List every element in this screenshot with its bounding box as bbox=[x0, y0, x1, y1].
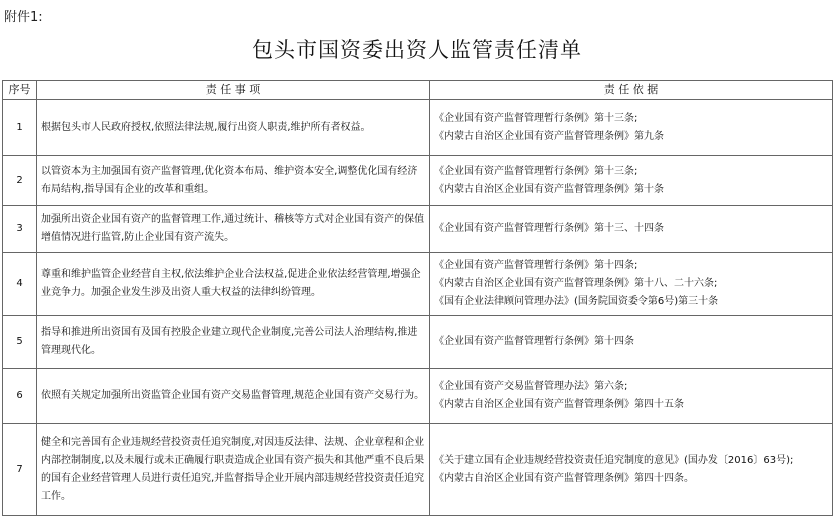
table-header-row bbox=[3, 81, 833, 100]
header-no: 序号 bbox=[3, 81, 37, 100]
basis-line: 《内蒙古自治区企业国有资产监督管理条例》第四十四条。 bbox=[434, 472, 694, 484]
table-row bbox=[3, 369, 833, 424]
basis-line: 《内蒙古自治区企业国有资产监督管理条例》第十八、二十六条; bbox=[434, 278, 718, 289]
row-basis bbox=[430, 316, 833, 369]
row-number: 6 bbox=[3, 369, 37, 424]
table-row bbox=[3, 316, 833, 369]
page-title: 包头市国资委出资人监管责任清单 bbox=[252, 38, 582, 62]
row-number: 3 bbox=[3, 206, 37, 253]
attachment-label: 附件1: bbox=[4, 10, 43, 25]
table-row bbox=[3, 100, 833, 156]
table-row bbox=[3, 253, 833, 316]
header-basis: 责 任 依 据 bbox=[430, 81, 833, 100]
basis-line: 《内蒙古自治区企业国有资产监督管理条例》第九条 bbox=[434, 130, 664, 142]
row-number: 7 bbox=[3, 424, 37, 516]
row-number: 5 bbox=[3, 316, 37, 369]
basis-line: 《关于建立国有企业违规经营投资责任追究制度的意见》(国办发〔2016〕63号); bbox=[434, 454, 794, 466]
table-row bbox=[3, 424, 833, 516]
row-basis bbox=[430, 156, 833, 206]
row-number: 1 bbox=[3, 100, 37, 156]
header-item: 责 任 事 项 bbox=[37, 81, 430, 100]
responsibility-table bbox=[2, 80, 833, 516]
row-item: 指导和推进所出资国有及国有控股企业建立现代企业制度,完善公司法人治理结构,推进管理现代化。 bbox=[37, 316, 430, 369]
basis-line: 《企业国有资产交易监督管理办法》第六条; bbox=[434, 381, 628, 392]
row-number: 4 bbox=[3, 253, 37, 316]
basis-line: 《企业国有资产监督管理暂行条例》第十三、十四条 bbox=[434, 223, 664, 234]
row-basis bbox=[430, 424, 833, 516]
basis-line: 《企业国有资产监督管理暂行条例》第十三条; bbox=[434, 165, 638, 177]
basis-line: 《企业国有资产监督管理暂行条例》第十四条; bbox=[434, 260, 638, 271]
row-basis bbox=[430, 253, 833, 316]
row-basis bbox=[430, 369, 833, 424]
row-number: 2 bbox=[3, 156, 37, 206]
basis-line: 《内蒙古自治区企业国有资产监督管理条例》第四十五条 bbox=[434, 399, 684, 410]
basis-line: 《内蒙古自治区企业国有资产监督管理条例》第十条 bbox=[434, 183, 664, 195]
row-item: 以管资本为主加强国有资产监督管理,优化资本布局、维护资本安全,调整优化国有经济布局结构,指导国有企业的改革和重组。 bbox=[37, 156, 430, 206]
basis-line: 《企业国有资产监督管理暂行条例》第十三条; bbox=[434, 112, 638, 124]
row-item: 健全和完善国有企业违规经营投资责任追究制度,对因违反法律、法规、企业章程和企业内部控制制度,以及未履行或未正确履行职责造成企业国有资产损失和其他严重不良后果的国有企业经营管理人员进行责任追究,并监督指导企业开展内部违规经营投资责任追究工作。 bbox=[37, 424, 430, 516]
row-basis bbox=[430, 100, 833, 156]
row-item: 根据包头市人民政府授权,依照法律法规,履行出资人职责,维护所有者权益。 bbox=[37, 100, 430, 156]
basis-line: 《企业国有资产监督管理暂行条例》第十四条 bbox=[434, 336, 634, 347]
basis-line: 《国有企业法律顾问管理办法》(国务院国资委令第6号)第三十条 bbox=[434, 296, 719, 307]
table-row bbox=[3, 156, 833, 206]
row-item: 加强所出资企业国有资产的监督管理工作,通过统计、稽核等方式对企业国有资产的保值增值情况进行监管,防止企业国有资产流失。 bbox=[37, 206, 430, 253]
row-item: 依照有关规定加强所出资监管企业国有资产交易监督管理,规范企业国有资产交易行为。 bbox=[37, 369, 430, 424]
row-item: 尊重和维护监管企业经营自主权,依法维护企业合法权益,促进企业依法经营管理,增强企业竞争力。加强企业发生涉及出资人重大权益的法律纠纷管理。 bbox=[37, 253, 430, 316]
table-row bbox=[3, 206, 833, 253]
row-basis bbox=[430, 206, 833, 253]
